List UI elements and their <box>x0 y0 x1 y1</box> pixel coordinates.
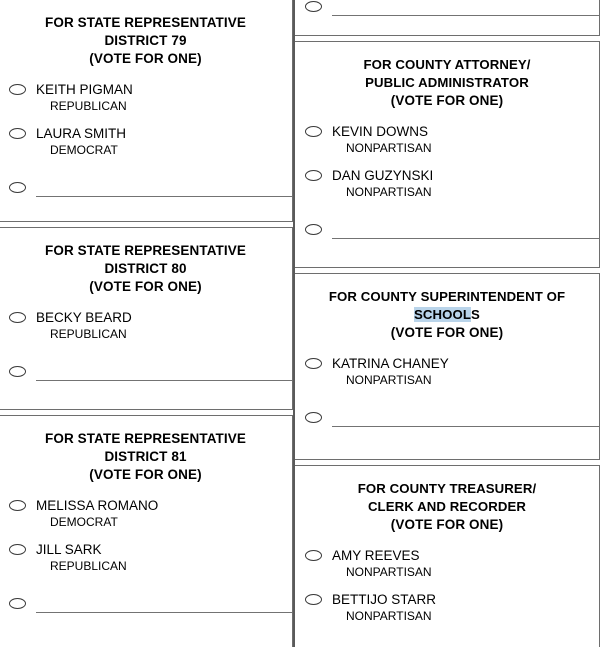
contest-county-treasurer <box>295 465 600 647</box>
candidate-list <box>295 110 599 208</box>
write-in-option[interactable] <box>0 363 292 387</box>
candidate-option[interactable] <box>295 167 599 200</box>
write-in-line[interactable] <box>332 15 599 16</box>
contest-county-attorney <box>295 41 600 268</box>
candidate-party: REPUBLICAN <box>50 327 127 341</box>
candidate-list <box>0 296 292 350</box>
contest-heading <box>295 466 599 534</box>
candidate-party: NONPARTISAN <box>346 373 432 387</box>
candidate-info <box>332 547 432 580</box>
vote-bubble-icon[interactable] <box>9 128 26 139</box>
candidate-name: MELISSA ROMANO <box>36 498 159 513</box>
candidate-option[interactable] <box>295 123 599 156</box>
contest-instruction: (VOTE FOR ONE) <box>390 517 504 532</box>
candidate-list <box>0 484 292 582</box>
candidate-info <box>36 497 158 530</box>
write-in-line[interactable] <box>36 612 292 613</box>
vote-bubble-icon[interactable] <box>9 598 26 609</box>
candidate-option[interactable] <box>0 309 292 342</box>
candidate-info <box>36 309 132 342</box>
candidate-list <box>295 342 599 396</box>
contest-instruction: (VOTE FOR ONE) <box>89 279 202 294</box>
write-in-line[interactable] <box>332 426 599 427</box>
vote-bubble-icon[interactable] <box>305 594 322 605</box>
candidate-name: KEVIN DOWNS <box>332 124 429 139</box>
candidate-option[interactable] <box>295 547 599 580</box>
candidate-info <box>36 541 127 574</box>
vote-bubble-icon[interactable] <box>305 224 322 235</box>
vote-bubble-icon[interactable] <box>9 84 26 95</box>
vote-bubble-icon[interactable] <box>305 1 322 12</box>
candidate-name: LAURA SMITH <box>36 126 127 141</box>
vote-bubble-icon[interactable] <box>305 358 322 369</box>
contest-state-representative-81 <box>0 415 293 647</box>
contest-instruction: (VOTE FOR ONE) <box>89 467 202 482</box>
vote-bubble-icon[interactable] <box>9 544 26 555</box>
candidate-name: AMY REEVES <box>332 548 420 563</box>
contest-title-line-2-tail: S <box>471 307 480 322</box>
vote-bubble-icon[interactable] <box>9 182 26 193</box>
contest-county-superintendent-of-schools <box>295 273 600 460</box>
write-in-option[interactable] <box>295 409 599 433</box>
candidate-list <box>0 68 292 166</box>
write-in-line[interactable] <box>36 196 292 197</box>
contest-title-line-2: DISTRICT 79 <box>104 33 187 48</box>
contest-title-line-1: FOR STATE REPRESENTATIVE <box>45 431 246 446</box>
contest-instruction: (VOTE FOR ONE) <box>390 93 504 108</box>
candidate-info <box>36 81 133 114</box>
contest-title-line-2 <box>301 306 593 324</box>
contest-heading <box>0 228 292 296</box>
candidate-party: NONPARTISAN <box>346 609 432 623</box>
candidate-party: DEMOCRAT <box>50 515 118 529</box>
candidate-name: KATRINA CHANEY <box>332 356 449 371</box>
vote-bubble-icon[interactable] <box>9 312 26 323</box>
candidate-name: DAN GUZYNSKI <box>332 168 434 183</box>
contest-instruction: (VOTE FOR ONE) <box>390 325 504 340</box>
contest-state-representative-79 <box>0 0 293 222</box>
contest-title-line-2: CLERK AND RECORDER <box>367 499 527 514</box>
contest-title-line-1: FOR STATE REPRESENTATIVE <box>45 15 246 30</box>
vote-bubble-icon[interactable] <box>305 170 322 181</box>
contest-partial-above <box>295 0 600 36</box>
write-in-line[interactable] <box>36 380 292 381</box>
ballot-column-right <box>293 0 600 647</box>
vote-bubble-icon[interactable] <box>305 550 322 561</box>
candidate-option[interactable] <box>295 591 599 624</box>
contest-title-line-1: FOR COUNTY ATTORNEY/ <box>363 57 531 72</box>
contest-title-line-2: DISTRICT 80 <box>104 261 187 276</box>
contest-heading <box>295 274 599 342</box>
candidate-info <box>36 125 126 158</box>
candidate-name: KEITH PIGMAN <box>36 82 133 97</box>
candidate-info <box>332 167 433 200</box>
candidate-party: DEMOCRAT <box>50 143 118 157</box>
candidate-party: NONPARTISAN <box>346 185 432 199</box>
contest-heading <box>0 0 292 68</box>
candidate-info <box>332 355 449 388</box>
contest-title-line-1: FOR COUNTY TREASURER/ <box>357 481 537 496</box>
candidate-option[interactable] <box>0 125 292 158</box>
candidate-list <box>295 534 599 632</box>
contest-title-line-2: PUBLIC ADMINISTRATOR <box>365 75 529 90</box>
contest-instruction: (VOTE FOR ONE) <box>89 51 202 66</box>
write-in-option[interactable] <box>295 0 599 22</box>
candidate-option[interactable] <box>295 355 599 388</box>
contest-state-representative-80 <box>0 227 293 410</box>
selected-text-highlight: SCHOOL <box>414 307 472 322</box>
vote-bubble-icon[interactable] <box>305 126 322 137</box>
contest-heading <box>295 42 599 110</box>
candidate-party: NONPARTISAN <box>346 141 432 155</box>
contest-title-line-2: DISTRICT 81 <box>104 449 187 464</box>
candidate-party: REPUBLICAN <box>50 559 127 573</box>
vote-bubble-icon[interactable] <box>9 500 26 511</box>
candidate-option[interactable] <box>0 497 292 530</box>
candidate-name: JILL SARK <box>36 542 102 557</box>
candidate-option[interactable] <box>0 81 292 114</box>
write-in-option[interactable] <box>0 595 292 619</box>
vote-bubble-icon[interactable] <box>305 412 322 423</box>
contest-title-line-1: FOR STATE REPRESENTATIVE <box>45 243 246 258</box>
candidate-option[interactable] <box>0 541 292 574</box>
candidate-info <box>332 123 432 156</box>
ballot-column-left <box>0 0 293 647</box>
candidate-party: REPUBLICAN <box>50 99 127 113</box>
candidate-info <box>332 591 436 624</box>
contest-heading <box>0 416 292 484</box>
candidate-party: NONPARTISAN <box>346 565 432 579</box>
candidate-name: BECKY BEARD <box>36 310 132 325</box>
write-in-option[interactable] <box>295 221 599 245</box>
vote-bubble-icon[interactable] <box>9 366 26 377</box>
write-in-line[interactable] <box>332 238 599 239</box>
candidate-name: BETTIJO STARR <box>332 592 437 607</box>
write-in-option[interactable] <box>0 179 292 203</box>
contest-title-line-1: FOR COUNTY SUPERINTENDENT OF <box>328 289 566 304</box>
